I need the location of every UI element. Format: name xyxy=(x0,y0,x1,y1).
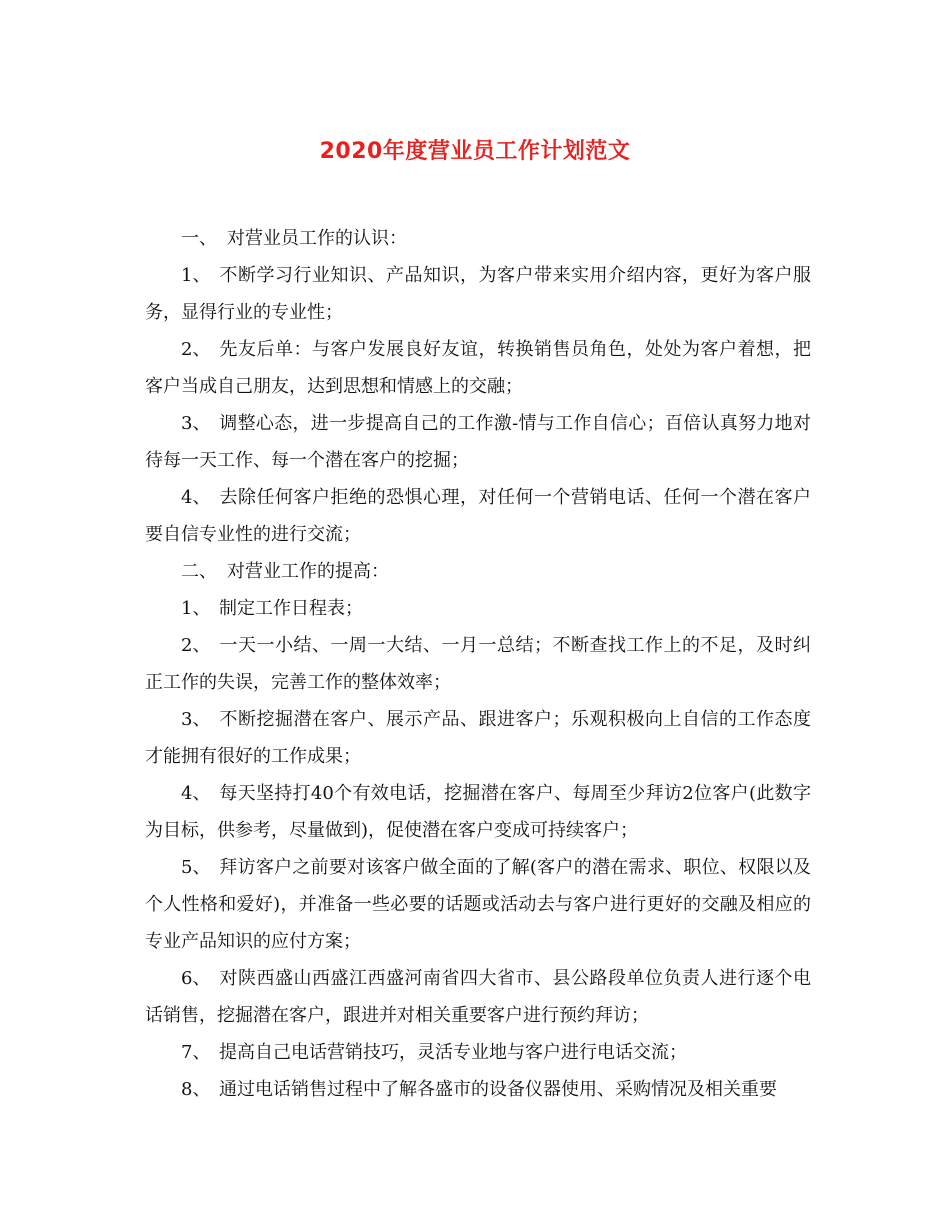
item-marker: 2、 xyxy=(181,635,211,656)
list-item xyxy=(145,627,811,701)
section-heading xyxy=(145,220,811,257)
item-marker: 3、 xyxy=(181,413,211,434)
document-body xyxy=(145,220,811,1108)
document-title: 2020年度营业员工作计划范文 xyxy=(319,139,631,164)
item-text: 对营业员工作的认识： xyxy=(227,228,407,249)
item-marker: 4、 xyxy=(181,487,211,508)
list-item xyxy=(145,960,811,1034)
list-item xyxy=(145,701,811,775)
item-text: 不断挖掘潜在客户、展示产品、跟进客户；乐观积极向上自信的工作态度才能拥有很好的工作成果； xyxy=(145,709,811,767)
item-text: 制定工作日程表； xyxy=(219,598,363,619)
item-marker: 2、 xyxy=(181,339,211,360)
list-item xyxy=(145,479,811,553)
list-item xyxy=(145,775,811,849)
item-text: 提高自己电话营销技巧，灵活专业地与客户进行电话交流； xyxy=(219,1042,687,1063)
item-marker: 3、 xyxy=(181,709,211,730)
item-text: 通过电话销售过程中了解各盛市的设备仪器使用、采购情况及相关重要 xyxy=(219,1079,777,1100)
list-item xyxy=(145,1034,811,1071)
item-marker: 一、 xyxy=(181,228,217,249)
item-text: 先友后单：与客户发展良好友谊，转换销售员角色，处处为客户着想，把客户当成自己朋友，达到思想和情感上的交融； xyxy=(145,339,811,397)
item-marker: 二、 xyxy=(181,561,217,582)
item-text: 拜访客户之前要对该客户做全面的了解(客户的潜在需求、职位、权限以及个人性格和爱好)，并准备一些必要的话题或活动去与客户进行更好的交融及相应的专业产品知识的应付方案； xyxy=(145,857,811,952)
item-marker: 6、 xyxy=(181,968,211,989)
item-marker: 8、 xyxy=(181,1079,211,1100)
section-heading xyxy=(145,553,811,590)
item-text: 一天一小结、一周一大结、一月一总结；不断查找工作上的不足，及时纠正工作的失误，完善工作的整体效率； xyxy=(145,635,811,693)
item-marker: 7、 xyxy=(181,1042,211,1063)
list-item xyxy=(145,331,811,405)
item-text: 不断学习行业知识、产品知识，为客户带来实用介绍内容，更好为客户服务，显得行业的专业性； xyxy=(145,265,811,323)
item-marker: 4、 xyxy=(181,783,211,804)
item-text: 去除任何客户拒绝的恐惧心理，对任何一个营销电话、任何一个潜在客户要自信专业性的进行交流； xyxy=(145,487,811,545)
item-text: 对营业工作的提高： xyxy=(227,561,389,582)
list-item xyxy=(145,405,811,479)
item-marker: 5、 xyxy=(181,857,211,878)
item-marker: 1、 xyxy=(181,598,211,619)
list-item xyxy=(145,849,811,960)
item-text: 每天坚持打40个有效电话，挖掘潜在客户、每周至少拜访2位客户(此数字为目标，供参考，尽量做到)，促使潜在客户变成可持续客户； xyxy=(145,783,811,841)
list-item xyxy=(145,1071,811,1108)
item-text: 调整心态，进一步提高自己的工作激-情与工作自信心；百倍认真努力地对待每一天工作、每一个潜在客户的挖掘； xyxy=(145,413,811,471)
item-marker: 1、 xyxy=(181,265,211,286)
item-text: 对陕西盛山西盛江西盛河南省四大省市、县公路段单位负责人进行逐个电话销售，挖掘潜在客户，跟进并对相关重要客户进行预约拜访； xyxy=(145,968,811,1026)
list-item xyxy=(145,257,811,331)
list-item xyxy=(145,590,811,627)
